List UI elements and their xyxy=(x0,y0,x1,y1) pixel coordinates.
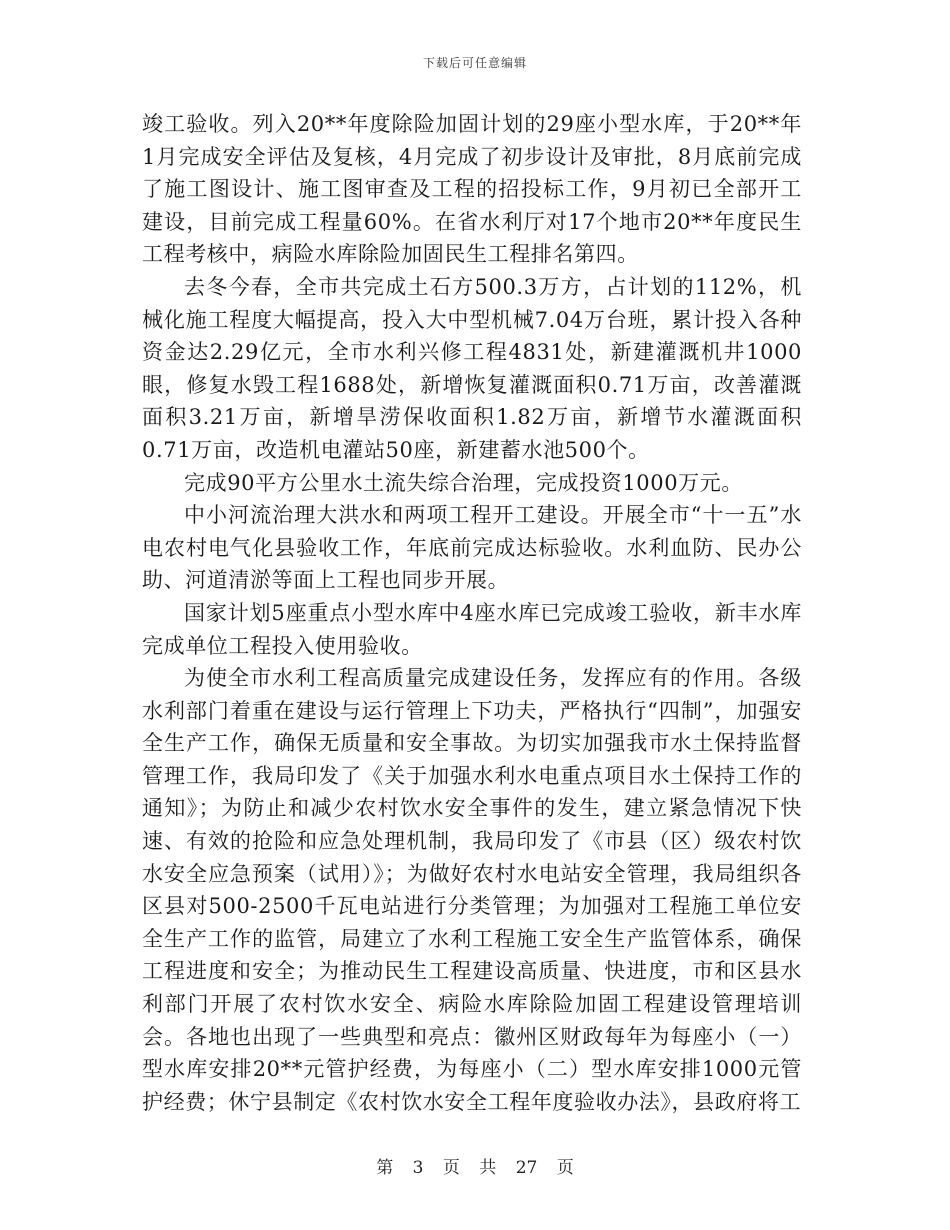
footer-prefix: 第 xyxy=(376,1158,394,1178)
page-header: 下载后可任意编辑 xyxy=(422,56,527,70)
paragraph-4: 中小河流治理大洪水和两项工程开工建设。开展全市“十一五”水电农村电气化县验收工作，年底前完成达标验收。水利血防、民办公助、河道清淤等面上工程也同步开展。 xyxy=(142,503,802,593)
paragraph-1: 竣工验收。列入20**年度除险加固计划的29座小型水库，于20**年1月完成安全评估及复核，4月完成了初步设计及审批，8月底前完成了施工图设计、施工图审查及工程的招投标工作，9月初已全部开工建设，目前完成工程量60%。在省水利厅对17个地市20**年度民生工程考核中，病险水库除险加固民生工程排名第四。 xyxy=(142,112,802,267)
paragraph-3: 完成90平方公里水土流失综合治理，完成投资1000万元。 xyxy=(184,470,743,495)
footer-total-word: 共 xyxy=(479,1158,497,1178)
paragraph-2: 去冬今春，全市共完成土石方500.3万方，占计划的112%，机械化施工程度大幅提高，投入大中型机械7.04万台班，累计投入各种资金达2.29亿元，全市水利兴修工程4831处，新建灌溉机井1000眼，修复水毁工程1688处，新增恢复灌溉面积0.71万亩，改善灌溉面积3.21万亩，新增旱涝保收面积1.82万亩，新增节水灌溉面积0.71万亩，改造机电灌站50座，新建蓄水池500个。 xyxy=(142,274,802,462)
paragraph-6: 为使全市水利工程高质量完成建设任务，发挥应有的作用。各级水利部门着重在建设与运行管理上下功夫，严格执行“四制”，加强安全生产工作，确保无质量和安全事故。为切实加强我市水土保持监督管理工作，我局印发了《关于加强水利水电重点项目水土保持工作的通知》；为防止和减少农村饮水安全事件的发生，建立紧急情况下快速、有效的抢险和应急处理机制，我局印发了《市县（区）级农村饮水安全应急预案（试用）》；为做好农村水电站安全管理，我局组织各区县对500-2500千瓦电站进行分类管理；为加强对工程施工单位安全生产工作的监管，局建立了水利工程施工安全生产监管体系，确保工程进度和安全；为推动民生工程建设高质量、快进度，市和区县水利部门开展了农村饮水安全、病险水库除险加固工程建设管理培训会。各地也出现了一些典型和亮点：徽州区财政每年为每座小（一）型水库安排20**元管护经费，为每座小（二）型水库安排1000元管护经费；休宁县制定《农村饮水安全工程年度验收办法》，县政府将工 xyxy=(142,666,802,1114)
footer-suffix: 页 xyxy=(556,1158,574,1178)
paragraph-5: 国家计划5座重点小型水库中4座水库已完成竣工验收，新丰水库完成单位工程投入使用验收。 xyxy=(142,600,802,658)
page-footer xyxy=(0,1153,950,1178)
document-body xyxy=(142,108,802,1118)
footer-total-pages: 27 xyxy=(515,1158,538,1178)
footer-page-word: 页 xyxy=(442,1158,460,1178)
footer-page-number: 3 xyxy=(412,1158,424,1178)
